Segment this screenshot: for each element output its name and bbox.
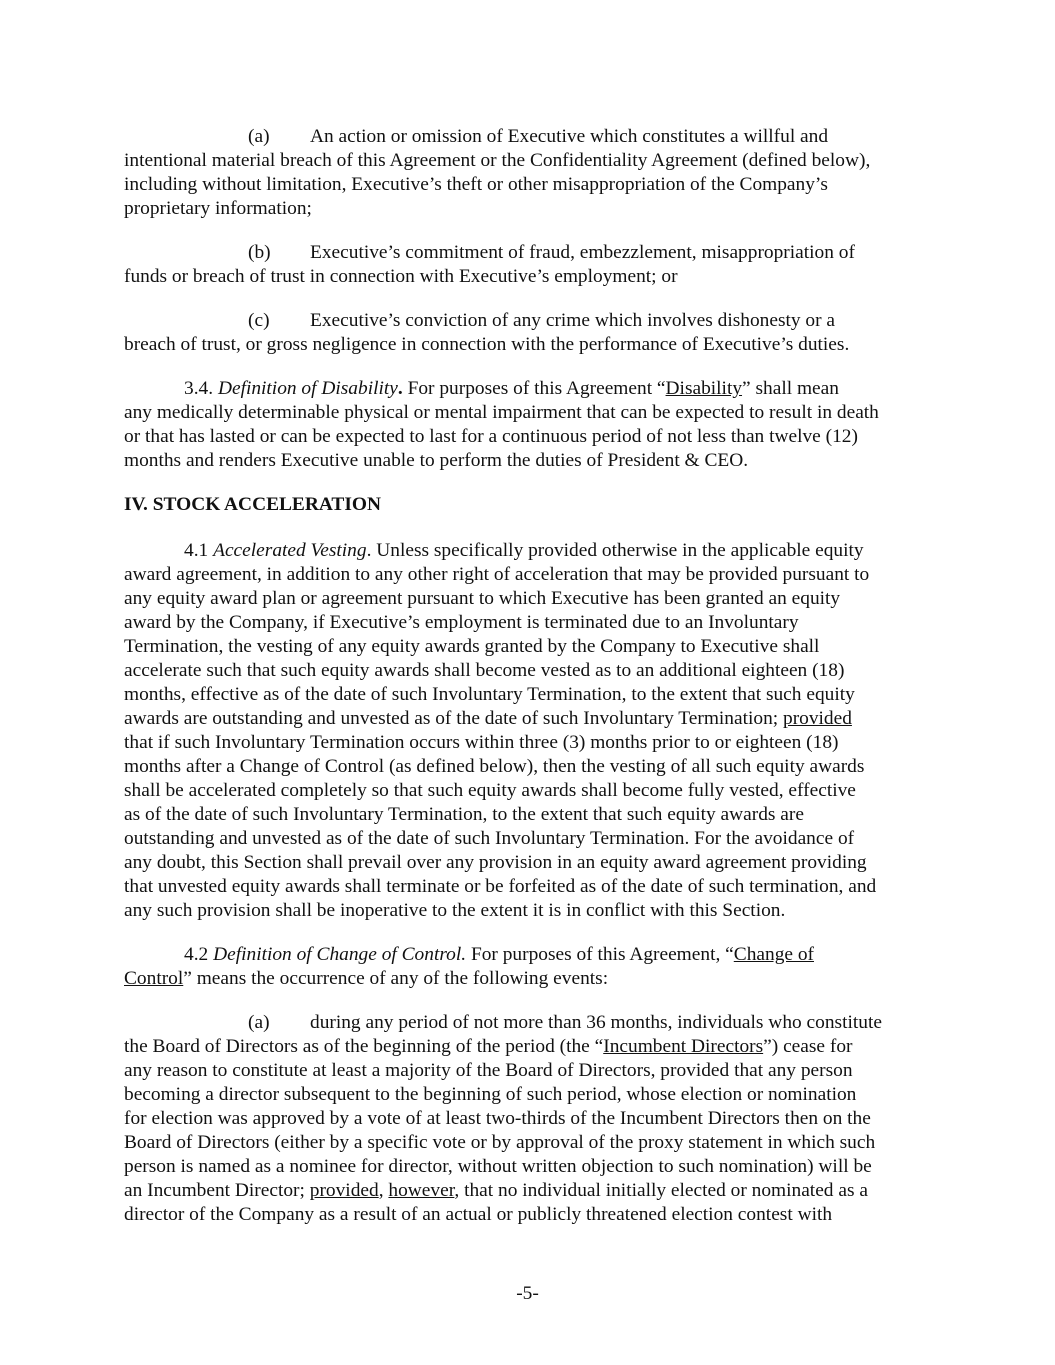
provided-term: provided <box>783 708 852 729</box>
defined-term-cont: Control <box>124 968 184 989</box>
section-lead: For purposes of this Agreement, “ <box>470 944 734 965</box>
article-heading: IV. STOCK ACCELERATION <box>124 494 381 515</box>
section-3-4 <box>124 377 939 473</box>
clause-label: (a) <box>248 126 270 147</box>
clause-text-end: , that no individual initially elected or nominated as a director of the Company as a result of an actual or publicly threatened election contest with <box>124 1180 868 1225</box>
section-title: Definition of Change of Control. <box>213 944 467 965</box>
section-text: ” means the occurrence of any of the following events: <box>183 968 609 989</box>
document-page <box>124 125 939 1247</box>
section-lead: For purposes of this Agreement “ <box>407 378 666 399</box>
section-text: . Unless specifically provided otherwise in the applicable equity award agreement, in addition to any other right of acceleration that may be provided pursuant to any equity award plan or agreement pursuant to which Executive has been granted an equity award by the Company, if Executive’s employment is terminated due to an Involuntary Termination, the vesting of any equity awards granted by the Company to Executive shall accelerate such that such equity awards shall become vested as to an additional eighteen (18) months, effective as of the date of such Involuntary Termination, to the extent that such equity awards are outstanding and unvested as of the date of such Involuntary Termination; <box>124 540 870 729</box>
defined-term: Incumbent Directors <box>603 1036 764 1057</box>
clause-text-mid: ”) cease for any reason to constitute at least a majority of the Board of Directors, provided that any person becoming a director subsequent to the beginning of such period, whose election or nomination for election was approved by a vote of at least two-thirds of the Incumbent Directors then on the Board of Directors (either by a specific vote or by approval of the proxy statement in which such person is named as a nominee for director, without written objection to such nomination) will be an Incumbent Director; <box>124 1036 876 1201</box>
clause-4-2-a <box>124 1011 939 1227</box>
section-4-1 <box>124 539 939 923</box>
section-title: Definition of Disability <box>217 378 398 399</box>
defined-term: Disability <box>665 378 743 399</box>
section-text-cont: that if such Involuntary Termination occurs within three (3) months prior to or eighteen (18) months after a Change of Control (as defined below), then the vesting of all such equity awards shall be accelerated completely so that such equity awards shall become fully vested, effective as of the date of such Involuntary Termination, to the extent that such equity awards are outstanding and unvested as of the date of such Involuntary Termination. For the avoidance of any doubt, this Section shall prevail over any provision in an equity award agreement providing that unvested equity awards shall terminate or be forfeited as of the date of such termination, and any such provision shall be inoperative to the extent it is in conflict with this Section. <box>124 732 877 921</box>
provided-term: provided <box>309 1180 379 1201</box>
section-4-2 <box>124 943 939 991</box>
section-text: ” shall mean any medically determinable physical or mental impairment that can be expected to result in death or that has lasted or can be expected to last for a continuous period of not less than twelve (12) months and renders Executive unable to perform the duties of President & CEO. <box>124 378 879 471</box>
defined-term: Change of <box>733 944 814 965</box>
clause-3-3-a <box>124 125 939 221</box>
comma: , <box>378 1180 389 1201</box>
clause-3-3-b <box>124 241 939 289</box>
clause-text: during any period of not more than 36 months, individuals who constitute the Board of Directors as of the beginning of the period (the “ <box>124 1012 882 1057</box>
section-number: 3.4. <box>184 378 214 399</box>
clause-label: (c) <box>248 310 270 331</box>
clause-label: (a) <box>248 1012 270 1033</box>
clause-text: Executive’s commitment of fraud, embezzlement, misappropriation of funds or breach of trust in connection with Executive’s employment; or <box>124 242 855 287</box>
section-title: Accelerated Vesting <box>213 540 367 561</box>
section-number: 4.1 <box>184 540 209 561</box>
clause-3-3-c <box>124 309 939 357</box>
page-number: -5- <box>516 1283 539 1304</box>
clause-text: Executive’s conviction of any crime which involves dishonesty or a breach of trust, or gross negligence in connection with the performance of Executive’s duties. <box>124 310 850 355</box>
clause-text: An action or omission of Executive which constitutes a willful and intentional material breach of this Agreement or the Confidentiality Agreement (defined below), including without limitation, Executive’s theft or other misappropriation of the Company’s proprietary information; <box>124 126 871 219</box>
section-number: 4.2 <box>184 944 209 965</box>
section-title-punct: . <box>397 378 403 399</box>
however-term: however <box>388 1180 455 1201</box>
clause-label: (b) <box>248 242 271 263</box>
